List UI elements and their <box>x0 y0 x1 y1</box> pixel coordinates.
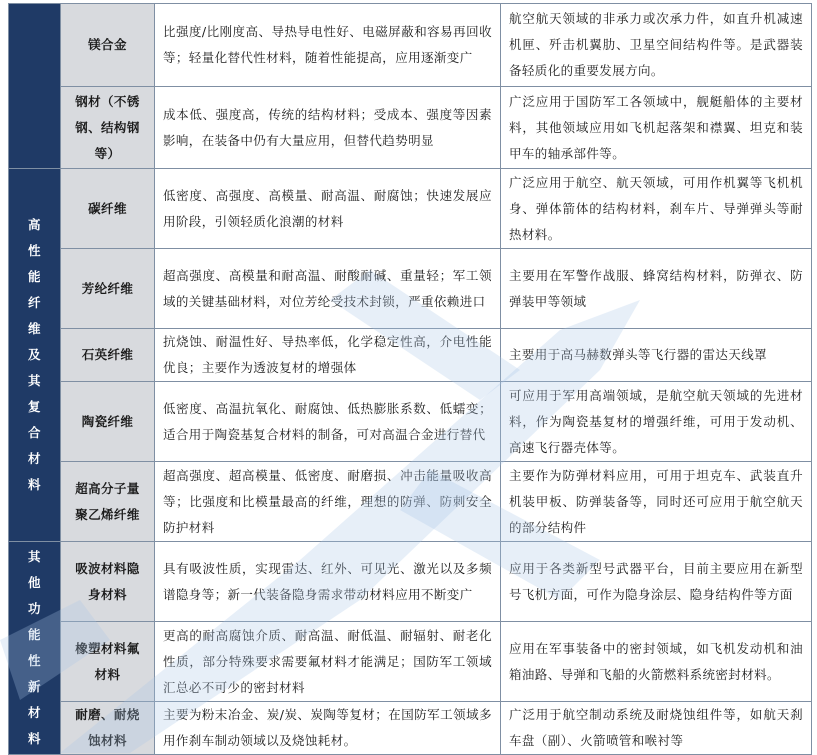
material-properties: 低密度、高温抗氧化、耐腐蚀、低热膨胀系数、低蠕变；适合用于陶瓷基复合材料的制备，可对高温合金进行替代 <box>155 382 501 462</box>
material-name: 碳纤维 <box>61 169 155 249</box>
material-name: 石英纤维 <box>61 329 155 382</box>
material-properties: 成本低、强度高，传统的结构材料；受成本、强度等因素影响，在装备中仍有大量应用，但替代趋势明显 <box>155 87 501 169</box>
material-name: 陶瓷纤维 <box>61 382 155 462</box>
table-row <box>9 542 812 622</box>
material-properties: 低密度、高强度、高模量、耐高温、耐腐蚀；快速发展应用阶段，引领轻质化浪潮的材料 <box>155 169 501 249</box>
material-name: 吸波材料隐身材料 <box>61 542 155 622</box>
table-row <box>9 329 812 382</box>
table-row <box>9 249 812 329</box>
material-name: 耐磨、耐烧蚀材料 <box>61 702 155 755</box>
material-applications: 应用于各类新型号武器平台，目前主要应用在新型号飞机方面，可作为隐身涂层、隐身结构件等方面 <box>501 542 812 622</box>
category-cell-functional: 其他功能性新材料 <box>9 542 61 755</box>
material-name: 橡塑材料氟材料 <box>61 622 155 702</box>
material-properties: 抗烧蚀、耐温性好、导热率低，化学稳定性高，介电性能优良；主要作为透波复材的增强体 <box>155 329 501 382</box>
table-row <box>9 702 812 755</box>
material-applications: 广泛应用于航空、航天领域，可用作机翼等飞机机身、弹体箭体的结构材料，刹车片、导弹弹头等耐热材料。 <box>501 169 812 249</box>
material-properties: 主要为粉末冶金、炭/炭、炭陶等复材；在国防军工领域多用作刹车制动领域以及烧蚀耗材。 <box>155 702 501 755</box>
table-row <box>9 622 812 702</box>
material-name: 镁合金 <box>61 4 155 87</box>
table-row <box>9 382 812 462</box>
material-properties: 更高的耐高腐蚀介质、耐高温、耐低温、耐辐射、耐老化性质，部分特殊要求需要氟材料才能满足；国防军工领域汇总必不可少的密封材料 <box>155 622 501 702</box>
material-applications: 主要作为防弹材料应用，可用于坦克车、武装直升机装甲板、防弹装备等，同时还可应用于航空航天的部分结构件 <box>501 462 812 542</box>
material-applications: 主要用于高马赫数弹头等飞行器的雷达天线罩 <box>501 329 812 382</box>
materials-table <box>8 3 812 755</box>
material-name: 芳纶纤维 <box>61 249 155 329</box>
material-applications: 广泛用于航空制动系统及耐烧蚀组件等，如航天刹车盘（副）、火箭喷管和喉衬等 <box>501 702 812 755</box>
material-applications: 主要用在军警作战服、蜂窝结构材料，防弹衣、防弹装甲等领域 <box>501 249 812 329</box>
category-cell-metals <box>9 4 61 169</box>
table-row <box>9 87 812 169</box>
table-row <box>9 4 812 87</box>
category-cell-fibers: 高性能纤维及其复合材料 <box>9 169 61 542</box>
material-properties: 具有吸波性质，实现雷达、红外、可见光、激光以及多频谱隐身等；新一代装备隐身需求带动材料应用不断变广 <box>155 542 501 622</box>
material-applications: 航空航天领域的非承力或次承力件，如直升机减速机匣、歼击机翼肋、卫星空间结构件等。是武器装备轻质化的重要发展方向。 <box>501 4 812 87</box>
material-properties: 超高强度、超高模量、低密度、耐磨损、冲击能量吸收高等；比强度和比模量最高的纤维，理想的防弹、防刺安全防护材料 <box>155 462 501 542</box>
table-row <box>9 169 812 249</box>
material-name: 超高分子量聚乙烯纤维 <box>61 462 155 542</box>
material-name: 钢材（不锈钢、结构钢等） <box>61 87 155 169</box>
material-properties: 超高强度、高模量和耐高温、耐酸耐碱、重量轻；军工领域的关键基础材料，对位芳纶受技术封锁，严重依赖进口 <box>155 249 501 329</box>
material-applications: 应用在军事装备中的密封领域，如飞机发动机和油箱油路、导弹和飞船的火箭燃料系统密封材料。 <box>501 622 812 702</box>
material-applications: 广泛应用于国防军工各领域中，舰艇船体的主要材料，其他领域应用如飞机起落架和襟翼、坦克和装甲车的轴承部件等。 <box>501 87 812 169</box>
material-applications: 可应用于军用高端领域，是航空航天领域的先进材料，作为陶瓷基复材的增强纤维，可用于发动机、高速飞行器壳体等。 <box>501 382 812 462</box>
table-row <box>9 462 812 542</box>
material-properties: 比强度/比刚度高、导热导电性好、电磁屏蔽和容易再回收等；轻量化替代性材料，随着性能提高，应用逐渐变广 <box>155 4 501 87</box>
